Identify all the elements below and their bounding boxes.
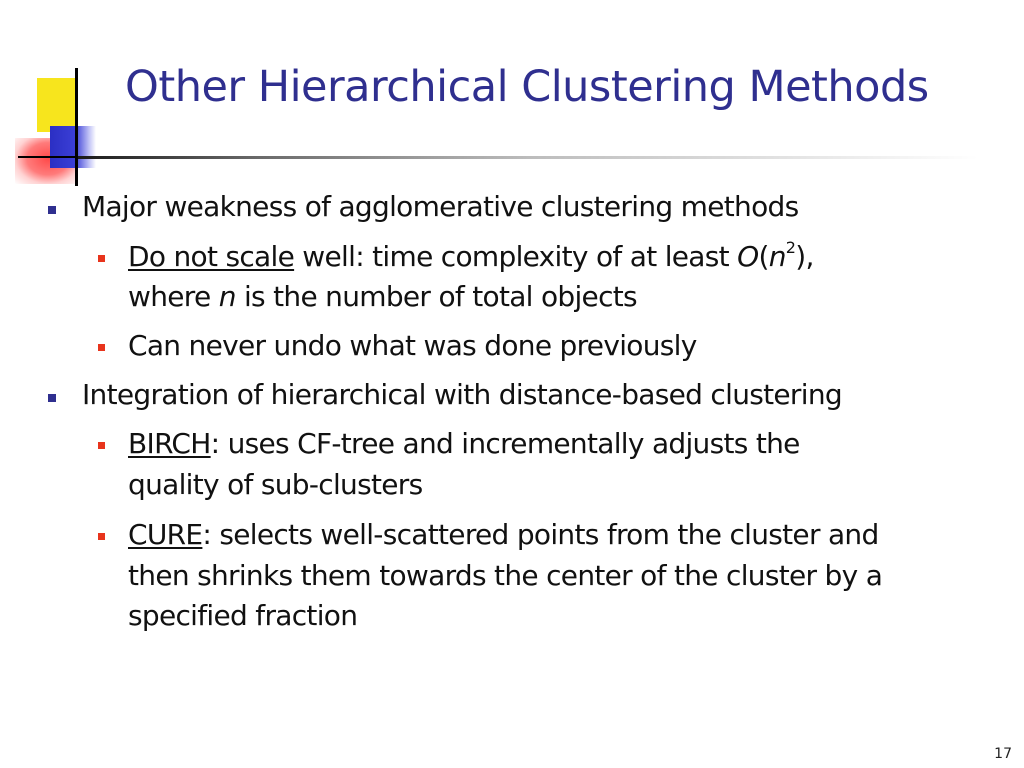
bullet-text: Integration of hierarchical with distance-based clustering <box>82 378 842 411</box>
underlined-term: Do not scale <box>128 240 295 273</box>
underlined-term: CURE <box>128 518 203 551</box>
sub-bullet-text-rest: : uses CF-tree and incrementally adjusts the <box>210 427 800 460</box>
bullet-square-icon <box>48 206 56 214</box>
var-n: n <box>218 280 236 313</box>
slide-logo-decoration <box>0 0 140 200</box>
sub-bullet-text-line2 <box>128 277 637 317</box>
var-n: n <box>768 240 786 273</box>
sub-bullet-text-line3: specified fraction <box>128 599 358 632</box>
line2-rest: is the number of total objects <box>235 280 637 313</box>
sub-bullet-text <box>128 237 814 277</box>
sub-bullet-text-line2: then shrinks them towards the center of the cluster by a <box>128 559 883 592</box>
title-divider <box>78 156 978 159</box>
page-number: 17 <box>994 746 1012 762</box>
sub-bullet-text-rest: : selects well-scattered points from the cluster and <box>202 518 879 551</box>
sub-bullet-square-icon <box>98 255 105 262</box>
exponent: 2 <box>785 237 796 257</box>
logo-yellow-square <box>37 78 77 132</box>
logo-blue-square <box>50 126 96 168</box>
sub-bullet-text <box>128 424 800 464</box>
sub-bullet-text <box>128 515 879 555</box>
sub-bullet-text-line2: quality of sub-clusters <box>128 468 423 501</box>
sub-bullet-square-icon <box>98 344 105 351</box>
underlined-term: BIRCH <box>128 427 211 460</box>
sub-bullet-square-icon <box>98 533 105 540</box>
sub-bullet-text: Can never undo what was done previously <box>128 329 697 362</box>
logo-vertical-line <box>75 68 78 186</box>
bullet-text: Major weakness of agglomerative clustering methods <box>82 190 799 223</box>
line2-prefix: where <box>128 280 219 313</box>
sub-bullet-text-rest: well: time complexity of at least <box>294 240 738 273</box>
paren-open: ( <box>758 240 769 273</box>
bullet-square-icon <box>48 394 56 402</box>
big-o-symbol: O <box>737 240 759 273</box>
sub-bullet-square-icon <box>98 442 105 449</box>
paren-close: ), <box>795 240 814 273</box>
slide-title: Other Hierarchical Clustering Methods <box>125 62 929 112</box>
